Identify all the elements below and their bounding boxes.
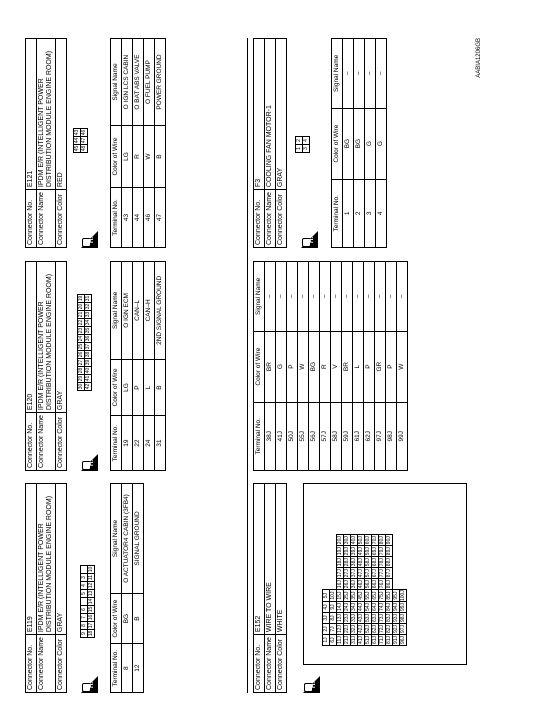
- e152-pin: 30J: [344, 536, 350, 545]
- e120-name: IPDM E/R (INTELLIGENT POWER DISTRIBUTION MODULE ENGINE ROOM): [37, 262, 56, 413]
- table-row: 47 B POWER GROUND: [155, 39, 166, 248]
- e152-pin: 57J: [365, 569, 371, 578]
- table-row: 55J W –: [298, 262, 309, 471]
- table-row: 41J G –: [276, 262, 287, 471]
- table-row: 50J P –: [287, 262, 298, 471]
- e152-pin: 15J: [337, 591, 343, 600]
- e152-pin: 50J: [358, 536, 364, 545]
- e119-header: Connector No. E119 Connector Name IPDM E/R (INTELLIGENT POWER DISTRIBUTION MODULE ENGINE ROOM) Connector Color GRAY: [25, 483, 67, 693]
- e152-pin: 66J: [372, 580, 378, 589]
- e152-pin: 39J: [351, 547, 357, 556]
- e152-pin: 14J: [337, 602, 343, 612]
- table-row: 3 G –: [365, 39, 376, 248]
- e152-pin: 27J: [344, 569, 350, 578]
- e152-pin: 33J: [351, 613, 357, 623]
- e152-pin: 13J: [337, 613, 343, 623]
- e152-pin: 41J: [358, 635, 364, 645]
- e152-pin: 34J: [351, 602, 357, 612]
- e152-pin: 81J: [386, 635, 392, 645]
- e152-pin: 74J: [379, 602, 385, 612]
- e152-pin: 99J: [400, 602, 406, 612]
- e152-pin: 42J: [358, 624, 364, 634]
- e120-header: Connector No. E120 Connector Name IPDM E/R (INTELLIGENT POWER DISTRIBUTION MODULE ENGINE ROOM) Connector Color GRAY: [25, 261, 67, 471]
- e152-pin: 6J: [330, 635, 337, 646]
- e152-pin: 36J: [351, 580, 357, 589]
- e152-pin: 95J: [393, 591, 399, 600]
- e120-no: E120: [26, 262, 37, 413]
- e152-pin: 17J: [337, 569, 343, 578]
- e152-pin: 11J: [337, 636, 343, 644]
- e120-pin-diagram: 30 29 28 27 26 25 24 23 22 21 20 19 42 41 40 39 38 37 36 35 34 33 32 31: [78, 295, 91, 390]
- e152-pin: 77J: [379, 569, 385, 578]
- e152-pin: 5J: [323, 590, 330, 602]
- e152-pin: 72J: [379, 624, 385, 634]
- e152-pin: 53J: [365, 613, 371, 623]
- e152-pin-row: [344, 535, 351, 646]
- e152-pin: 48J: [358, 558, 364, 567]
- hs-icon: H.S.: [303, 676, 320, 693]
- e152-pin-row: [330, 535, 337, 646]
- table-row: 97J GR –: [375, 262, 386, 471]
- e152-pin: 2J: [323, 624, 330, 635]
- e152-pin-row: [372, 535, 379, 646]
- f3-color: GRAY: [276, 39, 287, 190]
- hs-icon: H.S.: [81, 454, 98, 471]
- e152-pin-row: [379, 535, 386, 646]
- e152-pin: 24J: [344, 602, 350, 612]
- table-row: 19 LG O IGN ECM: [122, 262, 133, 471]
- e152-pin: 65J: [372, 591, 378, 600]
- e152-pin-row: [337, 535, 344, 646]
- e152-pin: 32J: [351, 624, 357, 634]
- table-row: 99J W –: [397, 262, 408, 471]
- horizontal-divider: [247, 38, 248, 693]
- table-row: 62J P –: [364, 262, 375, 471]
- table-row: 2 BG –: [354, 39, 365, 248]
- e152-pin: 52J: [365, 624, 371, 634]
- e152-pin: 58J: [365, 558, 371, 567]
- e121-color: RED: [56, 39, 67, 190]
- e152-pin-grid: [322, 534, 407, 646]
- table-row: 44 R O BAT ABS VALVE: [133, 39, 144, 248]
- e152-pin: 29J: [344, 547, 350, 556]
- e152-pin: 44J: [358, 602, 364, 612]
- table-row: 22 P CAN–L: [133, 262, 144, 471]
- table-row: 58J V –: [331, 262, 342, 471]
- e152-pin: 89J: [386, 547, 392, 556]
- connector-e120: [25, 261, 163, 471]
- e152-pin: 73J: [379, 613, 385, 623]
- table-row: 1 BG –: [343, 39, 354, 248]
- e152-pin: 80J: [379, 536, 385, 545]
- table-row: 24 L CAN–H: [144, 262, 155, 471]
- e152-pin: 55J: [365, 591, 371, 600]
- e152-pin: 3J: [323, 613, 330, 624]
- connector-sheet: [25, 38, 482, 693]
- e152-pin: 75J: [379, 591, 385, 600]
- table-row: 8 BG O ACTUATOR4 CABIN (3FB4): [122, 484, 133, 693]
- table-row: 61J L –: [353, 262, 364, 471]
- e119-color: GRAY: [56, 484, 67, 635]
- e152-pin: 68J: [372, 558, 378, 567]
- e152-pin: 86J: [386, 580, 392, 589]
- table-row: 38J BR –: [265, 262, 276, 471]
- e152-pin: 21J: [344, 635, 350, 645]
- e119-pin-diagram: [80, 565, 95, 638]
- e152-pin: 94J: [393, 602, 399, 612]
- e119-signal-table: Terminal No. Color of Wire Signal Name 8 BG O ACTUATOR4 CABIN (3FB4) 12 B SIGNAL GROUND: [110, 483, 144, 693]
- e152-pin: 45J: [358, 591, 364, 600]
- f3-no: F3: [254, 39, 265, 190]
- table-row: 56J BG –: [309, 262, 320, 471]
- hs-icon: H.S.: [81, 231, 98, 248]
- e121-name: IPDM E/R (INTELLIGENT POWER DISTRIBUTION MODULE ENGINE ROOM): [37, 39, 56, 190]
- e152-pin-row: [365, 535, 372, 646]
- e152-pin: 60J: [365, 536, 371, 545]
- e152-pin: 38J: [351, 558, 357, 567]
- e152-pin-row: [358, 535, 365, 646]
- e152-pin: 70J: [372, 536, 378, 545]
- e121-header: Connector No. E121 Connector Name IPDM E/R (INTELLIGENT POWER DISTRIBUTION MODULE ENGINE ROOM) Connector Color RED: [25, 38, 67, 248]
- e152-pin: 40J: [351, 536, 357, 545]
- f3-pin-diagram: 1 2 3 4: [295, 136, 310, 153]
- e152-pin: 63J: [372, 613, 378, 623]
- e152-pin-row: [393, 535, 400, 646]
- e152-pin: 97J: [400, 624, 406, 634]
- e152-pin: 54J: [365, 602, 371, 612]
- table-row: 4 G –: [376, 39, 387, 248]
- e152-pin: 62J: [372, 624, 378, 634]
- e152-pin: 7J: [330, 624, 337, 635]
- e152-pin: 100J: [400, 590, 406, 601]
- e152-pin: 22J: [344, 624, 350, 634]
- e120-color: GRAY: [56, 262, 67, 413]
- hs-icon: H.S.: [81, 676, 98, 693]
- f3-name: COOLING FAN MOTOR-1: [265, 39, 276, 190]
- e152-pin: 98J: [400, 613, 406, 623]
- table-row: 59J BR –: [342, 262, 353, 471]
- e152-pin: 56J: [365, 580, 371, 589]
- e120-signal-table: Terminal No. Color of Wire Signal Name 19 LG O IGN ECM 22 P CAN–L 24 L CAN–H 31 B 2ND SIGNAL GROUND: [110, 261, 166, 471]
- e119-pins-bottom: 18 17 16 15 14 13 12 11 10: [88, 566, 94, 637]
- e152-pin: 25J: [344, 591, 350, 600]
- e152-pin: 59J: [365, 547, 371, 556]
- e152-pin: 20J: [337, 536, 343, 545]
- e152-pin-row: [386, 535, 393, 646]
- e152-pin: 8J: [330, 613, 337, 624]
- e152-color: WHITE: [276, 484, 287, 635]
- e152-pin: 28J: [344, 558, 350, 567]
- e152-pin: 37J: [351, 569, 357, 578]
- f3-signal-table: Terminal No. Color of Wire Signal Name 1 BG – 2 BG – 3 G – 4 G –: [331, 38, 387, 248]
- e152-pin: 31J: [351, 635, 357, 645]
- e152-pin: 88J: [386, 558, 392, 567]
- e152-pin-row: [400, 535, 407, 646]
- e152-pin: 4J: [323, 602, 330, 613]
- e152-pin: 83J: [386, 613, 392, 623]
- connector-e119: [25, 483, 141, 693]
- e152-pin: 61J: [372, 635, 378, 645]
- table-row: 98J P –: [386, 262, 397, 471]
- table-row: 46 W O FUEL PUMP: [144, 39, 155, 248]
- e119-pins-top: 9 8 7 6 5 4 3: [81, 566, 88, 638]
- e152-pin: 82J: [386, 624, 392, 634]
- e152-pin: 19J: [337, 547, 343, 556]
- e152-pin: 9J: [330, 602, 337, 613]
- table-row: 31 B 2ND SIGNAL GROUND: [155, 262, 166, 471]
- e152-signal-table: Terminal No. Color of Wire Signal Name 38J BR – 41J G – 50J P – 55J W – 56J BG – 57J R – 58J V – 59J BR – 61J L – 62J P – 97J GR – 98J P – 99J W –: [253, 261, 408, 471]
- e121-pin-diagram: 45 44 43 48 47 46: [74, 129, 87, 152]
- e152-header: Connector No. E152 Connector Name WIRE TO WIRE Connector Color WHITE: [253, 483, 287, 693]
- e152-pin: 92J: [393, 624, 399, 634]
- e152-connector-housing: [303, 483, 467, 665]
- e152-pin-row: [323, 535, 330, 646]
- connector-f3: [253, 38, 384, 248]
- e152-pin: 87J: [386, 569, 392, 578]
- connector-e121: [25, 38, 163, 248]
- e152-pin: 96J: [400, 635, 406, 645]
- e152-pin: 85J: [386, 591, 392, 600]
- e152-pin: 93J: [393, 613, 399, 623]
- e152-pin: 91J: [393, 635, 399, 645]
- e152-pin: 47J: [358, 569, 364, 578]
- e152-pin: 35J: [351, 591, 357, 600]
- e152-pin: 12J: [337, 624, 343, 634]
- connector-e152: [253, 483, 406, 693]
- e152-no: E152: [254, 484, 265, 635]
- e119-no: E119: [26, 484, 37, 635]
- e152-pin-row: [351, 535, 358, 646]
- table-row: 12 B SIGNAL GROUND: [133, 484, 144, 693]
- hs-icon: H.S.: [301, 231, 318, 248]
- e119-name: IPDM E/R (INTELLIGENT POWER DISTRIBUTION MODULE ENGINE ROOM): [37, 484, 56, 635]
- e152-pin: 18J: [337, 558, 343, 567]
- e152-pin: 26J: [344, 580, 350, 589]
- e152-pin: 16J: [337, 580, 343, 589]
- e152-pin: 90J: [386, 536, 392, 545]
- e152-pin: 64J: [372, 602, 378, 612]
- e152-pin: 10J: [330, 591, 336, 600]
- table-row: 43 LG O IGN LCS CABIN: [122, 39, 133, 248]
- e152-pin: 23J: [344, 613, 350, 623]
- e152-pin: 67J: [372, 569, 378, 578]
- e152-pin: 76J: [379, 580, 385, 589]
- e152-name: WIRE TO WIRE: [265, 484, 276, 635]
- e152-terminal-list: [253, 261, 408, 471]
- e152-pin: 46J: [358, 580, 364, 589]
- e152-pin: 69J: [372, 547, 378, 556]
- figure-reference: AABIA1206GB: [476, 38, 482, 78]
- table-row: 57J R –: [320, 262, 331, 471]
- e121-no: E121: [26, 39, 37, 190]
- e152-pin: 71J: [379, 635, 385, 645]
- f3-header: Connector No. F3 Connector Name COOLING FAN MOTOR-1 Connector Color GRAY: [253, 38, 287, 248]
- e152-pin: 78J: [379, 558, 385, 567]
- e152-pin: 1J: [323, 635, 330, 646]
- e152-pin: 43J: [358, 613, 364, 623]
- e152-pin: 79J: [379, 547, 385, 556]
- e152-pin: 49J: [358, 547, 364, 556]
- e121-signal-table: Terminal No. Color of Wire Signal Name 43 LG O IGN LCS CABIN 44 R O BAT ABS VALVE 46 W O FUEL PUMP 47 B POWER GROUND: [110, 38, 166, 248]
- e152-pin: 51J: [365, 635, 371, 645]
- e152-pin: 84J: [386, 602, 392, 612]
